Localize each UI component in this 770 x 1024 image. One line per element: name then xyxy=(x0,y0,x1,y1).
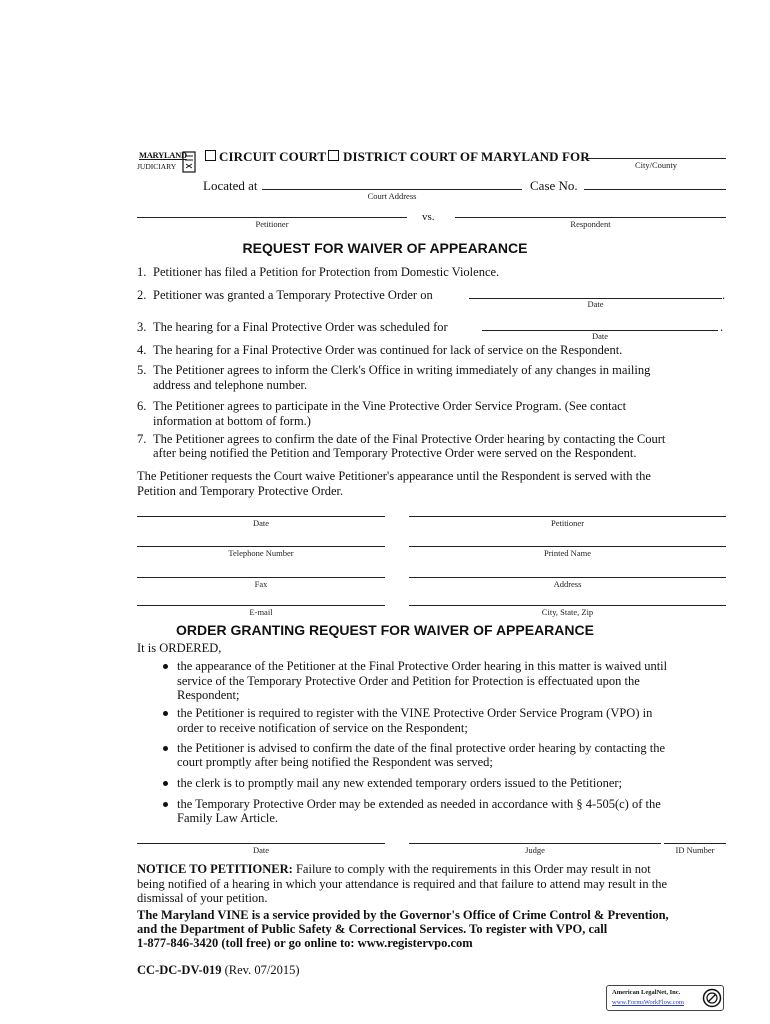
petitioner-name-field[interactable] xyxy=(137,217,407,218)
seal-icon xyxy=(182,151,196,173)
order-bullet-2-line1: the Petitioner is required to register with the VINE Protective Order Service Program (VPO) in xyxy=(177,706,653,720)
judge-signature-field[interactable] xyxy=(409,843,661,844)
order-date-field[interactable] xyxy=(137,843,385,844)
city-state-zip-caption: City, State, Zip xyxy=(541,607,594,617)
court-address-caption: Court Address xyxy=(367,191,417,201)
order-bullet-1-line1: the appearance of the Petitioner at the Final Protective Order hearing in this matter is waived until xyxy=(177,659,668,673)
item-3-period: . xyxy=(720,320,724,334)
item-7-line1: The Petitioner agrees to confirm the date of the Final Protective Order hearing by contacting the Court xyxy=(153,432,666,446)
district-court-checkbox[interactable] xyxy=(328,150,339,161)
item-number-3: 3. xyxy=(137,320,147,334)
item-1-text: Petitioner has filed a Petition for Protection from Domestic Violence. xyxy=(153,265,500,279)
item-number-4: 4. xyxy=(137,343,147,357)
item-number-1: 1. xyxy=(137,265,147,279)
publisher-name: American LegalNet, Inc. xyxy=(612,989,681,996)
order-bullet-3-line1: the Petitioner is advised to confirm the date of the final protective order hearing by contacting the xyxy=(177,741,666,755)
form-number: CC-DC-DV-019 xyxy=(137,963,222,977)
located-at-label: Located at xyxy=(203,178,258,193)
logo-text-line1: MARYLAND xyxy=(139,150,187,160)
id-number-field[interactable] xyxy=(664,843,726,844)
order-bullet-5-line2: Family Law Article. xyxy=(177,811,279,825)
order-bullet-1-line3: Respondent; xyxy=(177,688,240,702)
item-4-text: The hearing for a Final Protective Order was continued for lack of service on the Respondent. xyxy=(153,343,623,357)
request-title: REQUEST FOR WAIVER OF APPEARANCE xyxy=(242,240,528,256)
notice-line1 xyxy=(137,862,651,877)
item-6-line2: information at bottom of form.) xyxy=(153,414,311,428)
item-7-line2: after being notified the Petition and Temporary Protective Order were served on the Respondent. xyxy=(153,446,637,460)
city-state-zip-field[interactable] xyxy=(409,605,726,606)
case-no-label: Case No. xyxy=(530,178,578,193)
request-statement-line1: The Petitioner requests the Court waive Petitioner's appearance until the Respondent is served with the xyxy=(137,469,651,483)
bullet-4-icon xyxy=(163,781,168,786)
form-id xyxy=(137,963,299,978)
item-5-line1: The Petitioner agrees to inform the Clerk's Office in writing immediately of any changes in mailing xyxy=(153,363,651,377)
order-bullet-5-line1: the Temporary Protective Order may be extended as needed in accordance with § 4-505(c) of the xyxy=(177,797,661,811)
judge-caption: Judge xyxy=(525,845,545,855)
tpo-date-caption: Date xyxy=(587,299,604,309)
bullet-5-icon xyxy=(163,802,168,807)
notice-line1-text: Failure to comply with the requirements in this Order may result in not xyxy=(292,862,651,876)
order-bullet-2-line2: order to receive notification of service on the Respondent; xyxy=(177,721,468,735)
notice-line2: being notified of a hearing in which your attendance is required and that failure to attend may result in the xyxy=(137,877,668,891)
publisher-url[interactable]: www.FormsWorkFlow.com xyxy=(612,999,684,1006)
maryland-judiciary-logo xyxy=(137,150,197,176)
address-field[interactable] xyxy=(409,577,726,578)
item-3-text: The hearing for a Final Protective Order was scheduled for xyxy=(153,320,448,334)
request-statement-line2: Petition and Temporary Protective Order. xyxy=(137,484,344,498)
order-title: ORDER GRANTING REQUEST FOR WAIVER OF APPEARANCE xyxy=(176,622,594,638)
vine-line3: 1-877-846-3420 (toll free) or go online to: www.registervpo.com xyxy=(137,936,473,950)
city-county-caption: City/County xyxy=(634,160,678,170)
form-revision: (Rev. 07/2015) xyxy=(221,963,300,977)
logo-text-line2: JUDICIARY xyxy=(137,162,177,171)
bullet-1-icon xyxy=(163,664,168,669)
address-caption: Address xyxy=(553,579,582,589)
versus-label: vs. xyxy=(422,211,435,223)
fax-field[interactable] xyxy=(137,577,385,578)
request-date-caption: Date xyxy=(252,518,270,528)
bullet-2-icon xyxy=(163,711,168,716)
item-6-line1: The Petitioner agrees to participate in the Vine Protective Order Service Program. (See contact xyxy=(153,399,627,413)
order-bullet-3-line2: court promptly after being notified the Respondent was served; xyxy=(177,755,493,769)
petitioner-signature-caption: Petitioner xyxy=(550,518,585,528)
respondent-caption: Respondent xyxy=(570,219,611,229)
bullet-3-icon xyxy=(163,746,168,751)
id-number-caption: ID Number xyxy=(675,845,715,855)
circuit-court-label: CIRCUIT COURT xyxy=(219,149,327,164)
order-bullet-1-line2: service of the Temporary Protective Order and Petition for Protection is effectuated upon the xyxy=(177,674,640,688)
notice-label: NOTICE TO PETITIONER: xyxy=(137,862,293,876)
printed-name-field[interactable] xyxy=(409,546,726,547)
telephone-field[interactable] xyxy=(137,546,385,547)
hearing-date-caption: Date xyxy=(591,331,609,341)
publisher-badge xyxy=(606,985,724,1011)
telephone-caption: Telephone Number xyxy=(228,548,294,558)
item-5-line2: address and telephone number. xyxy=(153,378,308,392)
request-date-field[interactable] xyxy=(137,516,385,517)
district-court-label: DISTRICT COURT OF MARYLAND FOR xyxy=(343,149,590,164)
vine-line1: The Maryland VINE is a service provided by the Governor's Office of Crime Control & Prevention, xyxy=(137,908,669,922)
item-number-7: 7. xyxy=(137,432,147,446)
petitioner-caption: Petitioner xyxy=(255,219,289,229)
order-bullet-4-line1: the clerk is to promptly mail any new extended temporary orders issued to the Petitioner; xyxy=(177,776,623,790)
order-date-caption: Date xyxy=(252,845,270,855)
vine-line2: and the Department of Public Safety & Correctional Services. To register with VPO, call xyxy=(137,922,608,936)
email-field[interactable] xyxy=(137,605,385,606)
city-county-field[interactable] xyxy=(586,158,726,159)
item-number-5: 5. xyxy=(137,363,147,377)
item-2-text: Petitioner was granted a Temporary Protective Order on xyxy=(153,288,433,302)
court-address-field[interactable] xyxy=(262,189,522,190)
notice-line3: dismissal of your petition. xyxy=(137,891,268,905)
item-number-6: 6. xyxy=(137,399,147,413)
case-number-field[interactable] xyxy=(584,189,726,190)
email-caption: E-mail xyxy=(249,607,273,617)
publisher-logo-icon xyxy=(702,988,722,1008)
respondent-name-field[interactable] xyxy=(455,217,726,218)
order-intro: It is ORDERED, xyxy=(137,641,222,655)
item-2-period: . xyxy=(722,288,726,302)
fax-caption: Fax xyxy=(254,579,268,589)
circuit-court-checkbox[interactable] xyxy=(205,150,216,161)
item-number-2: 2. xyxy=(137,288,147,302)
petitioner-signature-field[interactable] xyxy=(409,516,726,517)
printed-name-caption: Printed Name xyxy=(544,548,591,558)
